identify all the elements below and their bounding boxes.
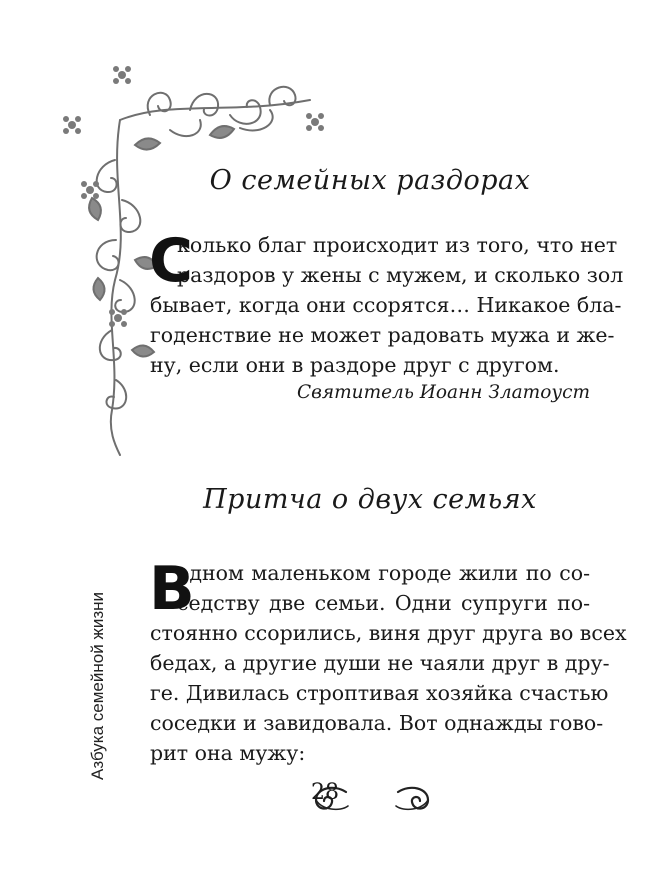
section-paragraph [149, 554, 627, 768]
section-title: Притча о двух семьях [203, 484, 537, 515]
text-line: колько благ происходит из того, что нет [177, 233, 618, 257]
text-line: одном маленьком городе жили по со- [177, 561, 590, 585]
section-paragraph [149, 226, 624, 380]
text-line: годенствие не может радовать мужа и же- [150, 323, 615, 347]
text-line: седству две семьи. Одни супруги по- [177, 591, 590, 615]
text-line: соседки и завидовала. Вот однажды гово- [150, 711, 604, 735]
text-line: бывает, когда они ссорятся… Никакое бла- [150, 293, 622, 317]
section-title: О семейных раздорах [209, 165, 531, 196]
drop-cap: С [149, 226, 194, 296]
text-line: рит она мужу: [150, 741, 306, 765]
text-line: ну, если они в раздоре друг с другом. [150, 353, 560, 377]
attribution: Святитель Иоанн Златоуст [296, 382, 590, 403]
text-line: стоянно ссорились, виня друг друга во всех [150, 621, 627, 645]
right-curl-ornament-icon [394, 782, 434, 816]
drop-cap: В [149, 554, 195, 624]
page-number: 28 [311, 780, 339, 805]
book-side-title: Азбука семейной жизни [88, 592, 107, 780]
text-line: раздоров у жены с мужем, и сколько зол [177, 263, 624, 287]
text-line: бедах, а другие души не чаяли друг в дру- [150, 651, 610, 675]
text-line: ге. Дивилась строптивая хозяйка счастью [150, 681, 609, 705]
